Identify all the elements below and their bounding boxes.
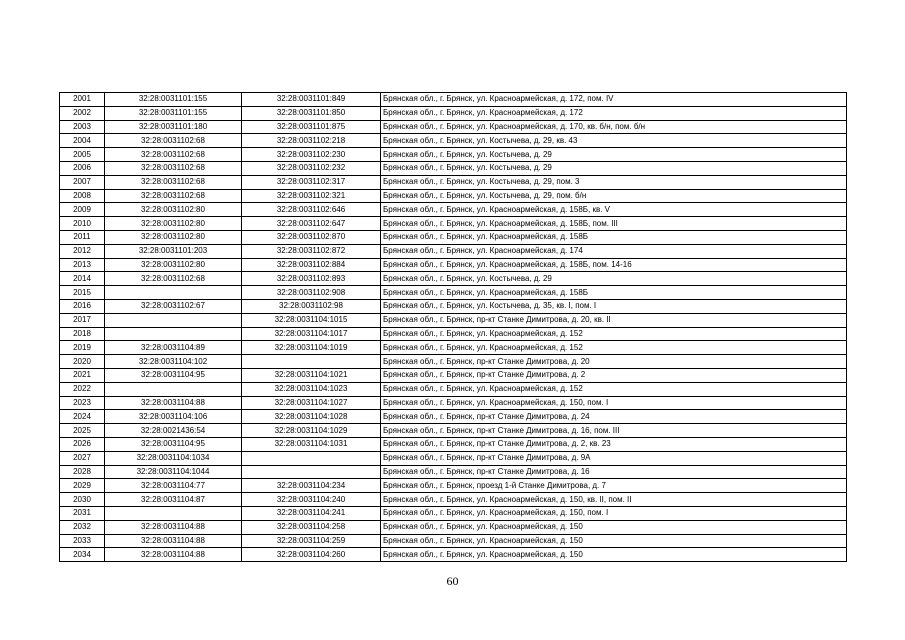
- table-row: [60, 327, 847, 341]
- object-cadastral-number-cell: 32:28:0031102:321: [242, 189, 381, 203]
- address-cell: Брянская обл., г. Брянск, ул. Красноармейская, д. 170, кв. б/н, пом. б/н: [381, 120, 847, 134]
- address-cell: Брянская обл., г. Брянск, ул. Красноармейская, д. 174: [381, 244, 847, 258]
- object-cadastral-number-cell: 32:28:0031102:870: [242, 230, 381, 244]
- object-cadastral-number-cell: [242, 355, 381, 369]
- row-number-cell: 2021: [60, 368, 105, 382]
- table-row: [60, 286, 847, 300]
- object-cadastral-number-cell: 32:28:0031102:646: [242, 203, 381, 217]
- table-row: [60, 355, 847, 369]
- object-cadastral-number-cell: 32:28:0031101:850: [242, 106, 381, 120]
- parent-cadastral-number-cell: [105, 506, 242, 520]
- object-cadastral-number-cell: [242, 451, 381, 465]
- parent-cadastral-number-cell: [105, 286, 242, 300]
- row-number-cell: 2019: [60, 341, 105, 355]
- address-cell: Брянская обл., г. Брянск, ул. Красноармейская, д. 150: [381, 520, 847, 534]
- table-row: [60, 437, 847, 451]
- object-cadastral-number-cell: 32:28:0031104:260: [242, 548, 381, 562]
- parent-cadastral-number-cell: 32:28:0031102:67: [105, 299, 242, 313]
- address-cell: Брянская обл., г. Брянск, проезд 1-й Станке Димитрова, д. 7: [381, 479, 847, 493]
- parent-cadastral-number-cell: 32:28:0031104:1044: [105, 465, 242, 479]
- row-number-cell: 2020: [60, 355, 105, 369]
- table-row: [60, 493, 847, 507]
- table-row: [60, 520, 847, 534]
- parent-cadastral-number-cell: 32:28:0031102:68: [105, 134, 242, 148]
- object-cadastral-number-cell: 32:28:0031104:1019: [242, 341, 381, 355]
- row-number-cell: 2031: [60, 506, 105, 520]
- table-row: [60, 120, 847, 134]
- property-registry-table: [59, 92, 847, 562]
- row-number-cell: 2008: [60, 189, 105, 203]
- address-cell: Брянская обл., г. Брянск, ул. Красноармейская, д. 150: [381, 534, 847, 548]
- table-row: [60, 203, 847, 217]
- row-number-cell: 2018: [60, 327, 105, 341]
- parent-cadastral-number-cell: [105, 313, 242, 327]
- object-cadastral-number-cell: 32:28:0031104:1015: [242, 313, 381, 327]
- table-row: [60, 313, 847, 327]
- table-row: [60, 93, 847, 107]
- table-row: [60, 396, 847, 410]
- parent-cadastral-number-cell: 32:28:0031102:80: [105, 230, 242, 244]
- row-number-cell: 2024: [60, 410, 105, 424]
- address-cell: Брянская обл., г. Брянск, ул. Красноармейская, д. 158Б: [381, 286, 847, 300]
- table-row: [60, 368, 847, 382]
- parent-cadastral-number-cell: [105, 382, 242, 396]
- registry-table-body: [60, 93, 847, 562]
- row-number-cell: 2034: [60, 548, 105, 562]
- table-row: [60, 148, 847, 162]
- object-cadastral-number-cell: 32:28:0031102:218: [242, 134, 381, 148]
- address-cell: Брянская обл., г. Брянск, ул. Костычева, д. 35, кв. I, пом. I: [381, 299, 847, 313]
- table-row: [60, 341, 847, 355]
- address-cell: Брянская обл., г. Брянск, ул. Красноармейская, д. 158Б, кв. V: [381, 203, 847, 217]
- table-row: [60, 479, 847, 493]
- table-row: [60, 258, 847, 272]
- table-row: [60, 175, 847, 189]
- parent-cadastral-number-cell: 32:28:0031102:68: [105, 189, 242, 203]
- table-row: [60, 189, 847, 203]
- address-cell: Брянская обл., г. Брянск, пр-кт Станке Димитрова, д. 16, пом. III: [381, 424, 847, 438]
- address-cell: Брянская обл., г. Брянск, ул. Красноармейская, д. 158Б, пом. 14-16: [381, 258, 847, 272]
- row-number-cell: 2012: [60, 244, 105, 258]
- object-cadastral-number-cell: 32:28:0031104:1031: [242, 437, 381, 451]
- object-cadastral-number-cell: [242, 465, 381, 479]
- parent-cadastral-number-cell: 32:28:0031102:68: [105, 161, 242, 175]
- address-cell: Брянская обл., г. Брянск, пр-кт Станке Димитрова, д. 20: [381, 355, 847, 369]
- parent-cadastral-number-cell: 32:28:0031104:88: [105, 396, 242, 410]
- parent-cadastral-number-cell: 32:28:0031104:88: [105, 520, 242, 534]
- row-number-cell: 2001: [60, 93, 105, 107]
- parent-cadastral-number-cell: 32:28:0021436:54: [105, 424, 242, 438]
- row-number-cell: 2009: [60, 203, 105, 217]
- row-number-cell: 2016: [60, 299, 105, 313]
- object-cadastral-number-cell: 32:28:0031104:1028: [242, 410, 381, 424]
- page-number: 60: [446, 574, 459, 588]
- object-cadastral-number-cell: 32:28:0031104:1027: [242, 396, 381, 410]
- address-cell: Брянская обл., г. Брянск, ул. Красноармейская, д. 150, кв. II, пом. II: [381, 493, 847, 507]
- object-cadastral-number-cell: 32:28:0031104:1029: [242, 424, 381, 438]
- row-number-cell: 2011: [60, 230, 105, 244]
- address-cell: Брянская обл., г. Брянск, ул. Красноармейская, д. 150, пом. I: [381, 396, 847, 410]
- parent-cadastral-number-cell: 32:28:0031104:77: [105, 479, 242, 493]
- table-row: [60, 230, 847, 244]
- parent-cadastral-number-cell: 32:28:0031104:87: [105, 493, 242, 507]
- parent-cadastral-number-cell: 32:28:0031104:106: [105, 410, 242, 424]
- row-number-cell: 2017: [60, 313, 105, 327]
- address-cell: Брянская обл., г. Брянск, ул. Костычева, д. 29, пом. б/н: [381, 189, 847, 203]
- address-cell: Брянская обл., г. Брянск, ул. Костычева, д. 29: [381, 148, 847, 162]
- parent-cadastral-number-cell: 32:28:0031104:95: [105, 368, 242, 382]
- address-cell: Брянская обл., г. Брянск, пр-кт Станке Димитрова, д. 24: [381, 410, 847, 424]
- parent-cadastral-number-cell: 32:28:0031104:88: [105, 548, 242, 562]
- row-number-cell: 2007: [60, 175, 105, 189]
- object-cadastral-number-cell: 32:28:0031102:908: [242, 286, 381, 300]
- address-cell: Брянская обл., г. Брянск, ул. Красноармейская, д. 152: [381, 341, 847, 355]
- object-cadastral-number-cell: 32:28:0031104:259: [242, 534, 381, 548]
- address-cell: Брянская обл., г. Брянск, пр-кт Станке Димитрова, д. 20, кв. II: [381, 313, 847, 327]
- table-row: [60, 451, 847, 465]
- address-cell: Брянская обл., г. Брянск, пр-кт Станке Димитрова, д. 16: [381, 465, 847, 479]
- parent-cadastral-number-cell: 32:28:0031102:68: [105, 272, 242, 286]
- row-number-cell: 2010: [60, 217, 105, 231]
- parent-cadastral-number-cell: 32:28:0031102:68: [105, 148, 242, 162]
- object-cadastral-number-cell: 32:28:0031102:98: [242, 299, 381, 313]
- parent-cadastral-number-cell: 32:28:0031104:88: [105, 534, 242, 548]
- object-cadastral-number-cell: 32:28:0031104:241: [242, 506, 381, 520]
- table-row: [60, 244, 847, 258]
- table-row: [60, 106, 847, 120]
- table-row: [60, 424, 847, 438]
- address-cell: Брянская обл., г. Брянск, ул. Костычева, д. 29: [381, 272, 847, 286]
- table-row: [60, 272, 847, 286]
- table-row: [60, 548, 847, 562]
- parent-cadastral-number-cell: 32:28:0031102:68: [105, 175, 242, 189]
- object-cadastral-number-cell: 32:28:0031104:1017: [242, 327, 381, 341]
- object-cadastral-number-cell: 32:28:0031104:1023: [242, 382, 381, 396]
- row-number-cell: 2027: [60, 451, 105, 465]
- parent-cadastral-number-cell: 32:28:0031104:102: [105, 355, 242, 369]
- row-number-cell: 2022: [60, 382, 105, 396]
- object-cadastral-number-cell: 32:28:0031102:884: [242, 258, 381, 272]
- parent-cadastral-number-cell: 32:28:0031104:89: [105, 341, 242, 355]
- row-number-cell: 2006: [60, 161, 105, 175]
- address-cell: Брянская обл., г. Брянск, ул. Красноармейская, д. 152: [381, 382, 847, 396]
- address-cell: Брянская обл., г. Брянск, ул. Красноармейская, д. 158Б, пом. III: [381, 217, 847, 231]
- row-number-cell: 2004: [60, 134, 105, 148]
- object-cadastral-number-cell: 32:28:0031101:849: [242, 93, 381, 107]
- address-cell: Брянская обл., г. Брянск, пр-кт Станке Димитрова, д. 9А: [381, 451, 847, 465]
- row-number-cell: 2030: [60, 493, 105, 507]
- row-number-cell: 2014: [60, 272, 105, 286]
- address-cell: Брянская обл., г. Брянск, пр-кт Станке Димитрова, д. 2, кв. 23: [381, 437, 847, 451]
- object-cadastral-number-cell: 32:28:0031104:258: [242, 520, 381, 534]
- row-number-cell: 2005: [60, 148, 105, 162]
- parent-cadastral-number-cell: 32:28:0031102:80: [105, 217, 242, 231]
- object-cadastral-number-cell: 32:28:0031104:1021: [242, 368, 381, 382]
- row-number-cell: 2013: [60, 258, 105, 272]
- table-row: [60, 299, 847, 313]
- table-row: [60, 217, 847, 231]
- address-cell: Брянская обл., г. Брянск, ул. Красноармейская, д. 172: [381, 106, 847, 120]
- table-row: [60, 534, 847, 548]
- row-number-cell: 2023: [60, 396, 105, 410]
- table-row: [60, 506, 847, 520]
- parent-cadastral-number-cell: 32:28:0031101:155: [105, 93, 242, 107]
- row-number-cell: 2028: [60, 465, 105, 479]
- parent-cadastral-number-cell: [105, 327, 242, 341]
- row-number-cell: 2032: [60, 520, 105, 534]
- table-row: [60, 134, 847, 148]
- parent-cadastral-number-cell: 32:28:0031104:1034: [105, 451, 242, 465]
- parent-cadastral-number-cell: 32:28:0031104:95: [105, 437, 242, 451]
- object-cadastral-number-cell: 32:28:0031102:230: [242, 148, 381, 162]
- row-number-cell: 2015: [60, 286, 105, 300]
- address-cell: Брянская обл., г. Брянск, ул. Красноармейская, д. 152: [381, 327, 847, 341]
- row-number-cell: 2003: [60, 120, 105, 134]
- parent-cadastral-number-cell: 32:28:0031101:203: [105, 244, 242, 258]
- address-cell: Брянская обл., г. Брянск, ул. Красноармейская, д. 158Б: [381, 230, 847, 244]
- row-number-cell: 2002: [60, 106, 105, 120]
- row-number-cell: 2029: [60, 479, 105, 493]
- parent-cadastral-number-cell: 32:28:0031102:80: [105, 258, 242, 272]
- table-row: [60, 382, 847, 396]
- address-cell: Брянская обл., г. Брянск, ул. Костычева, д. 29: [381, 161, 847, 175]
- address-cell: Брянская обл., г. Брянск, ул. Красноармейская, д. 150: [381, 548, 847, 562]
- table-row: [60, 410, 847, 424]
- address-cell: Брянская обл., г. Брянск, ул. Костычева, д. 29, пом. 3: [381, 175, 847, 189]
- object-cadastral-number-cell: 32:28:0031104:240: [242, 493, 381, 507]
- parent-cadastral-number-cell: 32:28:0031101:155: [105, 106, 242, 120]
- row-number-cell: 2033: [60, 534, 105, 548]
- parent-cadastral-number-cell: 32:28:0031102:80: [105, 203, 242, 217]
- table-row: [60, 465, 847, 479]
- table-row: [60, 161, 847, 175]
- object-cadastral-number-cell: 32:28:0031102:232: [242, 161, 381, 175]
- address-cell: Брянская обл., г. Брянск, пр-кт Станке Димитрова, д. 2: [381, 368, 847, 382]
- row-number-cell: 2025: [60, 424, 105, 438]
- address-cell: Брянская обл., г. Брянск, ул. Красноармейская, д. 172, пом. IV: [381, 93, 847, 107]
- object-cadastral-number-cell: 32:28:0031101:875: [242, 120, 381, 134]
- object-cadastral-number-cell: 32:28:0031102:872: [242, 244, 381, 258]
- row-number-cell: 2026: [60, 437, 105, 451]
- object-cadastral-number-cell: 32:28:0031104:234: [242, 479, 381, 493]
- parent-cadastral-number-cell: 32:28:0031101:180: [105, 120, 242, 134]
- object-cadastral-number-cell: 32:28:0031102:317: [242, 175, 381, 189]
- object-cadastral-number-cell: 32:28:0031102:647: [242, 217, 381, 231]
- address-cell: Брянская обл., г. Брянск, ул. Костычева, д. 29, кв. 43: [381, 134, 847, 148]
- address-cell: Брянская обл., г. Брянск, ул. Красноармейская, д. 150, пом. I: [381, 506, 847, 520]
- object-cadastral-number-cell: 32:28:0031102:893: [242, 272, 381, 286]
